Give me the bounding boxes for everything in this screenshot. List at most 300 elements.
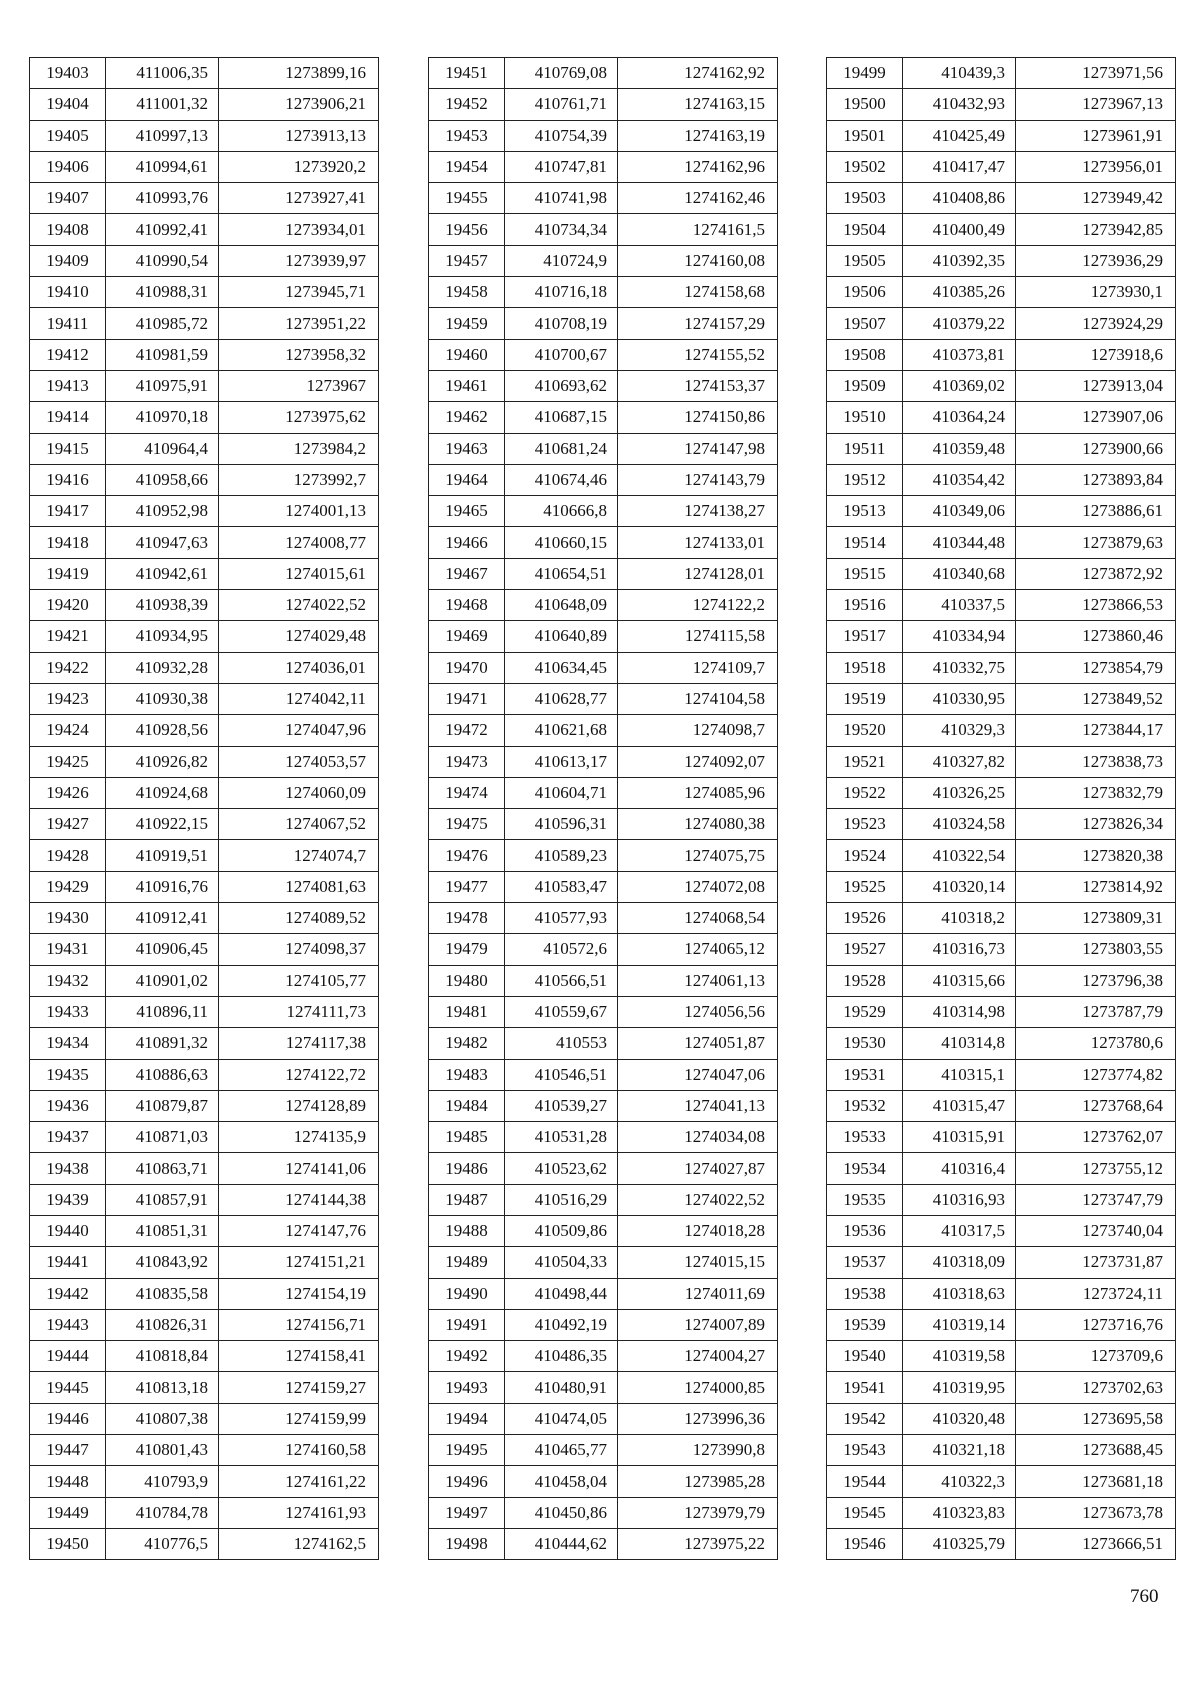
y-coordinate-cell: 1274080,38 xyxy=(618,809,778,840)
y-coordinate-cell: 1274144,38 xyxy=(219,1184,379,1215)
coordinate-table-2 xyxy=(428,57,778,1560)
y-coordinate-cell: 1273971,56 xyxy=(1016,58,1176,89)
table-row xyxy=(30,590,379,621)
y-coordinate-cell: 1273814,92 xyxy=(1016,871,1176,902)
y-coordinate-cell: 1273844,17 xyxy=(1016,715,1176,746)
y-coordinate-cell: 1273762,07 xyxy=(1016,1122,1176,1153)
y-coordinate-cell: 1273860,46 xyxy=(1016,621,1176,652)
table-row xyxy=(429,1122,778,1153)
x-coordinate-cell: 410369,02 xyxy=(903,370,1016,401)
point-id-cell: 19519 xyxy=(827,683,903,714)
point-id-cell: 19464 xyxy=(429,464,505,495)
x-coordinate-cell: 410318,2 xyxy=(903,903,1016,934)
y-coordinate-cell: 1274141,06 xyxy=(219,1153,379,1184)
x-coordinate-cell: 410970,18 xyxy=(106,402,219,433)
table-row xyxy=(30,652,379,683)
table-row xyxy=(30,934,379,965)
x-coordinate-cell: 410693,62 xyxy=(505,370,618,401)
y-coordinate-cell: 1273809,31 xyxy=(1016,903,1176,934)
x-coordinate-cell: 410919,51 xyxy=(106,840,219,871)
point-id-cell: 19421 xyxy=(30,621,106,652)
x-coordinate-cell: 410985,72 xyxy=(106,308,219,339)
table-row xyxy=(827,1435,1176,1466)
point-id-cell: 19501 xyxy=(827,120,903,151)
point-id-cell: 19531 xyxy=(827,1059,903,1090)
point-id-cell: 19445 xyxy=(30,1372,106,1403)
y-coordinate-cell: 1274098,7 xyxy=(618,715,778,746)
y-coordinate-cell: 1274117,38 xyxy=(219,1028,379,1059)
point-id-cell: 19458 xyxy=(429,277,505,308)
table-row xyxy=(30,370,379,401)
point-id-cell: 19515 xyxy=(827,558,903,589)
x-coordinate-cell: 410628,77 xyxy=(505,683,618,714)
point-id-cell: 19505 xyxy=(827,245,903,276)
point-id-cell: 19485 xyxy=(429,1122,505,1153)
y-coordinate-cell: 1274081,63 xyxy=(219,871,379,902)
x-coordinate-cell: 410322,3 xyxy=(903,1466,1016,1497)
x-coordinate-cell: 410498,44 xyxy=(505,1278,618,1309)
point-id-cell: 19518 xyxy=(827,652,903,683)
point-id-cell: 19430 xyxy=(30,903,106,934)
y-coordinate-cell: 1274053,57 xyxy=(219,746,379,777)
y-coordinate-cell: 1274160,58 xyxy=(219,1435,379,1466)
point-id-cell: 19432 xyxy=(30,965,106,996)
point-id-cell: 19438 xyxy=(30,1153,106,1184)
table-row xyxy=(827,402,1176,433)
table-row xyxy=(429,89,778,120)
x-coordinate-cell: 410992,41 xyxy=(106,214,219,245)
x-coordinate-cell: 410681,24 xyxy=(505,433,618,464)
point-id-cell: 19537 xyxy=(827,1247,903,1278)
y-coordinate-cell: 1273920,2 xyxy=(219,151,379,182)
y-coordinate-cell: 1274041,13 xyxy=(618,1090,778,1121)
table-row xyxy=(827,308,1176,339)
x-coordinate-cell: 410648,09 xyxy=(505,590,618,621)
y-coordinate-cell: 1274163,19 xyxy=(618,120,778,151)
y-coordinate-cell: 1274109,7 xyxy=(618,652,778,683)
table-row xyxy=(827,89,1176,120)
y-coordinate-cell: 1273996,36 xyxy=(618,1403,778,1434)
table-row xyxy=(30,809,379,840)
y-coordinate-cell: 1274122,2 xyxy=(618,590,778,621)
point-id-cell: 19440 xyxy=(30,1215,106,1246)
table-row xyxy=(30,903,379,934)
point-id-cell: 19495 xyxy=(429,1435,505,1466)
table-row xyxy=(827,1153,1176,1184)
point-id-cell: 19532 xyxy=(827,1090,903,1121)
table-row xyxy=(827,1372,1176,1403)
table-row xyxy=(30,89,379,120)
x-coordinate-cell: 410319,58 xyxy=(903,1341,1016,1372)
y-coordinate-cell: 1273709,6 xyxy=(1016,1341,1176,1372)
y-coordinate-cell: 1274047,06 xyxy=(618,1059,778,1090)
table-row xyxy=(30,871,379,902)
point-id-cell: 19471 xyxy=(429,683,505,714)
coordinate-table-1 xyxy=(29,57,379,1560)
table-row xyxy=(429,1247,778,1278)
point-id-cell: 19523 xyxy=(827,809,903,840)
x-coordinate-cell: 410621,68 xyxy=(505,715,618,746)
point-id-cell: 19443 xyxy=(30,1309,106,1340)
x-coordinate-cell: 410666,8 xyxy=(505,496,618,527)
table-row xyxy=(30,151,379,182)
point-id-cell: 19409 xyxy=(30,245,106,276)
point-id-cell: 19410 xyxy=(30,277,106,308)
y-coordinate-cell: 1273934,01 xyxy=(219,214,379,245)
point-id-cell: 19512 xyxy=(827,464,903,495)
y-coordinate-cell: 1274147,76 xyxy=(219,1215,379,1246)
point-id-cell: 19527 xyxy=(827,934,903,965)
x-coordinate-cell: 410583,47 xyxy=(505,871,618,902)
table-row xyxy=(429,777,778,808)
y-coordinate-cell: 1274159,27 xyxy=(219,1372,379,1403)
table-row xyxy=(429,903,778,934)
table-row xyxy=(30,558,379,589)
y-coordinate-cell: 1274115,58 xyxy=(618,621,778,652)
table-row xyxy=(429,339,778,370)
point-id-cell: 19503 xyxy=(827,183,903,214)
table-row xyxy=(827,1122,1176,1153)
point-id-cell: 19507 xyxy=(827,308,903,339)
x-coordinate-cell: 410922,15 xyxy=(106,809,219,840)
point-id-cell: 19533 xyxy=(827,1122,903,1153)
table-row xyxy=(30,1341,379,1372)
x-coordinate-cell: 410572,6 xyxy=(505,934,618,965)
table-row xyxy=(30,1403,379,1434)
point-id-cell: 19545 xyxy=(827,1497,903,1528)
point-id-cell: 19482 xyxy=(429,1028,505,1059)
table-row xyxy=(429,1184,778,1215)
point-id-cell: 19425 xyxy=(30,746,106,777)
y-coordinate-cell: 1273872,92 xyxy=(1016,558,1176,589)
x-coordinate-cell: 410990,54 xyxy=(106,245,219,276)
x-coordinate-cell: 410716,18 xyxy=(505,277,618,308)
x-coordinate-cell: 410553 xyxy=(505,1028,618,1059)
point-id-cell: 19539 xyxy=(827,1309,903,1340)
table-row xyxy=(827,996,1176,1027)
x-coordinate-cell: 410329,3 xyxy=(903,715,1016,746)
x-coordinate-cell: 410896,11 xyxy=(106,996,219,1027)
table-row xyxy=(30,245,379,276)
point-id-cell: 19451 xyxy=(429,58,505,89)
y-coordinate-cell: 1273924,29 xyxy=(1016,308,1176,339)
y-coordinate-cell: 1274143,79 xyxy=(618,464,778,495)
table-row xyxy=(827,277,1176,308)
x-coordinate-cell: 410432,93 xyxy=(903,89,1016,120)
x-coordinate-cell: 410337,5 xyxy=(903,590,1016,621)
x-coordinate-cell: 410373,81 xyxy=(903,339,1016,370)
y-coordinate-cell: 1273780,6 xyxy=(1016,1028,1176,1059)
y-coordinate-cell: 1273666,51 xyxy=(1016,1528,1176,1559)
x-coordinate-cell: 410724,9 xyxy=(505,245,618,276)
point-id-cell: 19434 xyxy=(30,1028,106,1059)
point-id-cell: 19415 xyxy=(30,433,106,464)
point-id-cell: 19428 xyxy=(30,840,106,871)
point-id-cell: 19413 xyxy=(30,370,106,401)
x-coordinate-cell: 410523,62 xyxy=(505,1153,618,1184)
y-coordinate-cell: 1273951,22 xyxy=(219,308,379,339)
table-row xyxy=(827,809,1176,840)
x-coordinate-cell: 410871,03 xyxy=(106,1122,219,1153)
table-row xyxy=(827,464,1176,495)
x-coordinate-cell: 410660,15 xyxy=(505,527,618,558)
y-coordinate-cell: 1274122,72 xyxy=(219,1059,379,1090)
point-id-cell: 19433 xyxy=(30,996,106,1027)
x-coordinate-cell: 410531,28 xyxy=(505,1122,618,1153)
x-coordinate-cell: 410741,98 xyxy=(505,183,618,214)
table-row xyxy=(827,840,1176,871)
y-coordinate-cell: 1273826,34 xyxy=(1016,809,1176,840)
table-row xyxy=(429,809,778,840)
x-coordinate-cell: 410315,91 xyxy=(903,1122,1016,1153)
y-coordinate-cell: 1274022,52 xyxy=(618,1184,778,1215)
y-coordinate-cell: 1273979,79 xyxy=(618,1497,778,1528)
point-id-cell: 19462 xyxy=(429,402,505,433)
table-row xyxy=(827,370,1176,401)
table-row xyxy=(827,339,1176,370)
table-row xyxy=(30,1247,379,1278)
y-coordinate-cell: 1273673,78 xyxy=(1016,1497,1176,1528)
y-coordinate-cell: 1273913,04 xyxy=(1016,370,1176,401)
x-coordinate-cell: 410993,76 xyxy=(106,183,219,214)
table-row xyxy=(429,558,778,589)
point-id-cell: 19460 xyxy=(429,339,505,370)
x-coordinate-cell: 410392,35 xyxy=(903,245,1016,276)
y-coordinate-cell: 1274160,08 xyxy=(618,245,778,276)
x-coordinate-cell: 410926,82 xyxy=(106,746,219,777)
point-id-cell: 19472 xyxy=(429,715,505,746)
point-id-cell: 19424 xyxy=(30,715,106,746)
y-coordinate-cell: 1273886,61 xyxy=(1016,496,1176,527)
point-id-cell: 19475 xyxy=(429,809,505,840)
y-coordinate-cell: 1274128,89 xyxy=(219,1090,379,1121)
y-coordinate-cell: 1273913,13 xyxy=(219,120,379,151)
table-row xyxy=(429,1528,778,1559)
point-id-cell: 19474 xyxy=(429,777,505,808)
y-coordinate-cell: 1273695,58 xyxy=(1016,1403,1176,1434)
y-coordinate-cell: 1273879,63 xyxy=(1016,527,1176,558)
point-id-cell: 19442 xyxy=(30,1278,106,1309)
table-row xyxy=(429,683,778,714)
y-coordinate-cell: 1273961,91 xyxy=(1016,120,1176,151)
y-coordinate-cell: 1273849,52 xyxy=(1016,683,1176,714)
y-coordinate-cell: 1274065,12 xyxy=(618,934,778,965)
y-coordinate-cell: 1273681,18 xyxy=(1016,1466,1176,1497)
point-id-cell: 19543 xyxy=(827,1435,903,1466)
point-id-cell: 19522 xyxy=(827,777,903,808)
y-coordinate-cell: 1273755,12 xyxy=(1016,1153,1176,1184)
y-coordinate-cell: 1273907,06 xyxy=(1016,402,1176,433)
table-row xyxy=(429,120,778,151)
table-row xyxy=(429,183,778,214)
y-coordinate-cell: 1274004,27 xyxy=(618,1341,778,1372)
y-coordinate-cell: 1274051,87 xyxy=(618,1028,778,1059)
table-row xyxy=(429,1403,778,1434)
table-row xyxy=(827,934,1176,965)
y-coordinate-cell: 1273740,04 xyxy=(1016,1215,1176,1246)
point-id-cell: 19429 xyxy=(30,871,106,902)
x-coordinate-cell: 411001,32 xyxy=(106,89,219,120)
x-coordinate-cell: 410327,82 xyxy=(903,746,1016,777)
y-coordinate-cell: 1273724,11 xyxy=(1016,1278,1176,1309)
x-coordinate-cell: 410981,59 xyxy=(106,339,219,370)
point-id-cell: 19470 xyxy=(429,652,505,683)
point-id-cell: 19506 xyxy=(827,277,903,308)
y-coordinate-cell: 1273832,79 xyxy=(1016,777,1176,808)
y-coordinate-cell: 1273768,64 xyxy=(1016,1090,1176,1121)
y-coordinate-cell: 1274105,77 xyxy=(219,965,379,996)
y-coordinate-cell: 1274161,93 xyxy=(219,1497,379,1528)
table-row xyxy=(429,1309,778,1340)
point-id-cell: 19407 xyxy=(30,183,106,214)
table-row xyxy=(429,996,778,1027)
y-coordinate-cell: 1274015,61 xyxy=(219,558,379,589)
point-id-cell: 19419 xyxy=(30,558,106,589)
y-coordinate-cell: 1274158,68 xyxy=(618,277,778,308)
point-id-cell: 19498 xyxy=(429,1528,505,1559)
table-row xyxy=(30,965,379,996)
y-coordinate-cell: 1273866,53 xyxy=(1016,590,1176,621)
x-coordinate-cell: 410952,98 xyxy=(106,496,219,527)
table-2-body xyxy=(429,58,778,1560)
table-row xyxy=(429,496,778,527)
point-id-cell: 19490 xyxy=(429,1278,505,1309)
point-id-cell: 19404 xyxy=(30,89,106,120)
table-row xyxy=(30,277,379,308)
table-row xyxy=(827,652,1176,683)
point-id-cell: 19456 xyxy=(429,214,505,245)
x-coordinate-cell: 410674,46 xyxy=(505,464,618,495)
y-coordinate-cell: 1274151,21 xyxy=(219,1247,379,1278)
y-coordinate-cell: 1274156,71 xyxy=(219,1309,379,1340)
point-id-cell: 19524 xyxy=(827,840,903,871)
point-id-cell: 19450 xyxy=(30,1528,106,1559)
point-id-cell: 19468 xyxy=(429,590,505,621)
table-row xyxy=(827,1403,1176,1434)
table-row xyxy=(827,183,1176,214)
table-row xyxy=(429,464,778,495)
x-coordinate-cell: 410320,14 xyxy=(903,871,1016,902)
x-coordinate-cell: 410344,48 xyxy=(903,527,1016,558)
x-coordinate-cell: 410349,06 xyxy=(903,496,1016,527)
y-coordinate-cell: 1274000,85 xyxy=(618,1372,778,1403)
point-id-cell: 19466 xyxy=(429,527,505,558)
point-id-cell: 19444 xyxy=(30,1341,106,1372)
x-coordinate-cell: 410323,83 xyxy=(903,1497,1016,1528)
x-coordinate-cell: 410321,18 xyxy=(903,1435,1016,1466)
table-row xyxy=(429,934,778,965)
table-row xyxy=(429,527,778,558)
point-id-cell: 19454 xyxy=(429,151,505,182)
point-id-cell: 19403 xyxy=(30,58,106,89)
table-row xyxy=(30,58,379,89)
x-coordinate-cell: 410330,95 xyxy=(903,683,1016,714)
x-coordinate-cell: 410425,49 xyxy=(903,120,1016,151)
y-coordinate-cell: 1273958,32 xyxy=(219,339,379,370)
table-row xyxy=(429,58,778,89)
y-coordinate-cell: 1273854,79 xyxy=(1016,652,1176,683)
table-row xyxy=(30,339,379,370)
x-coordinate-cell: 410700,67 xyxy=(505,339,618,370)
table-row xyxy=(429,1466,778,1497)
x-coordinate-cell: 410364,24 xyxy=(903,402,1016,433)
y-coordinate-cell: 1274135,9 xyxy=(219,1122,379,1153)
point-id-cell: 19530 xyxy=(827,1028,903,1059)
x-coordinate-cell: 410687,15 xyxy=(505,402,618,433)
table-row xyxy=(30,1278,379,1309)
x-coordinate-cell: 410480,91 xyxy=(505,1372,618,1403)
point-id-cell: 19467 xyxy=(429,558,505,589)
x-coordinate-cell: 410340,68 xyxy=(903,558,1016,589)
y-coordinate-cell: 1273787,79 xyxy=(1016,996,1176,1027)
point-id-cell: 19480 xyxy=(429,965,505,996)
y-coordinate-cell: 1274161,5 xyxy=(618,214,778,245)
y-coordinate-cell: 1274075,75 xyxy=(618,840,778,871)
table-row xyxy=(429,1215,778,1246)
y-coordinate-cell: 1274029,48 xyxy=(219,621,379,652)
point-id-cell: 19502 xyxy=(827,151,903,182)
x-coordinate-cell: 410316,73 xyxy=(903,934,1016,965)
table-row xyxy=(429,871,778,902)
x-coordinate-cell: 410318,63 xyxy=(903,1278,1016,1309)
point-id-cell: 19479 xyxy=(429,934,505,965)
table-row xyxy=(30,1215,379,1246)
point-id-cell: 19508 xyxy=(827,339,903,370)
y-coordinate-cell: 1273967,13 xyxy=(1016,89,1176,120)
table-row xyxy=(429,245,778,276)
x-coordinate-cell: 410322,54 xyxy=(903,840,1016,871)
point-id-cell: 19416 xyxy=(30,464,106,495)
point-id-cell: 19488 xyxy=(429,1215,505,1246)
x-coordinate-cell: 410474,05 xyxy=(505,1403,618,1434)
x-coordinate-cell: 410320,48 xyxy=(903,1403,1016,1434)
y-coordinate-cell: 1274036,01 xyxy=(219,652,379,683)
x-coordinate-cell: 410964,4 xyxy=(106,433,219,464)
y-coordinate-cell: 1274162,5 xyxy=(219,1528,379,1559)
table-row xyxy=(429,746,778,777)
y-coordinate-cell: 1274162,46 xyxy=(618,183,778,214)
x-coordinate-cell: 410942,61 xyxy=(106,558,219,589)
y-coordinate-cell: 1274008,77 xyxy=(219,527,379,558)
table-row xyxy=(30,1372,379,1403)
table-row xyxy=(30,120,379,151)
point-id-cell: 19449 xyxy=(30,1497,106,1528)
point-id-cell: 19439 xyxy=(30,1184,106,1215)
point-id-cell: 19435 xyxy=(30,1059,106,1090)
point-id-cell: 19529 xyxy=(827,996,903,1027)
table-row xyxy=(827,1497,1176,1528)
x-coordinate-cell: 410316,93 xyxy=(903,1184,1016,1215)
point-id-cell: 19408 xyxy=(30,214,106,245)
table-row xyxy=(827,1184,1176,1215)
table-row xyxy=(30,996,379,1027)
table-1-body xyxy=(30,58,379,1560)
table-row xyxy=(30,715,379,746)
point-id-cell: 19473 xyxy=(429,746,505,777)
y-coordinate-cell: 1274085,96 xyxy=(618,777,778,808)
x-coordinate-cell: 410516,29 xyxy=(505,1184,618,1215)
x-coordinate-cell: 410761,71 xyxy=(505,89,618,120)
x-coordinate-cell: 410747,81 xyxy=(505,151,618,182)
x-coordinate-cell: 410928,56 xyxy=(106,715,219,746)
point-id-cell: 19528 xyxy=(827,965,903,996)
table-row xyxy=(429,621,778,652)
x-coordinate-cell: 410315,66 xyxy=(903,965,1016,996)
y-coordinate-cell: 1274163,15 xyxy=(618,89,778,120)
x-coordinate-cell: 410640,89 xyxy=(505,621,618,652)
y-coordinate-cell: 1273688,45 xyxy=(1016,1435,1176,1466)
point-id-cell: 19499 xyxy=(827,58,903,89)
